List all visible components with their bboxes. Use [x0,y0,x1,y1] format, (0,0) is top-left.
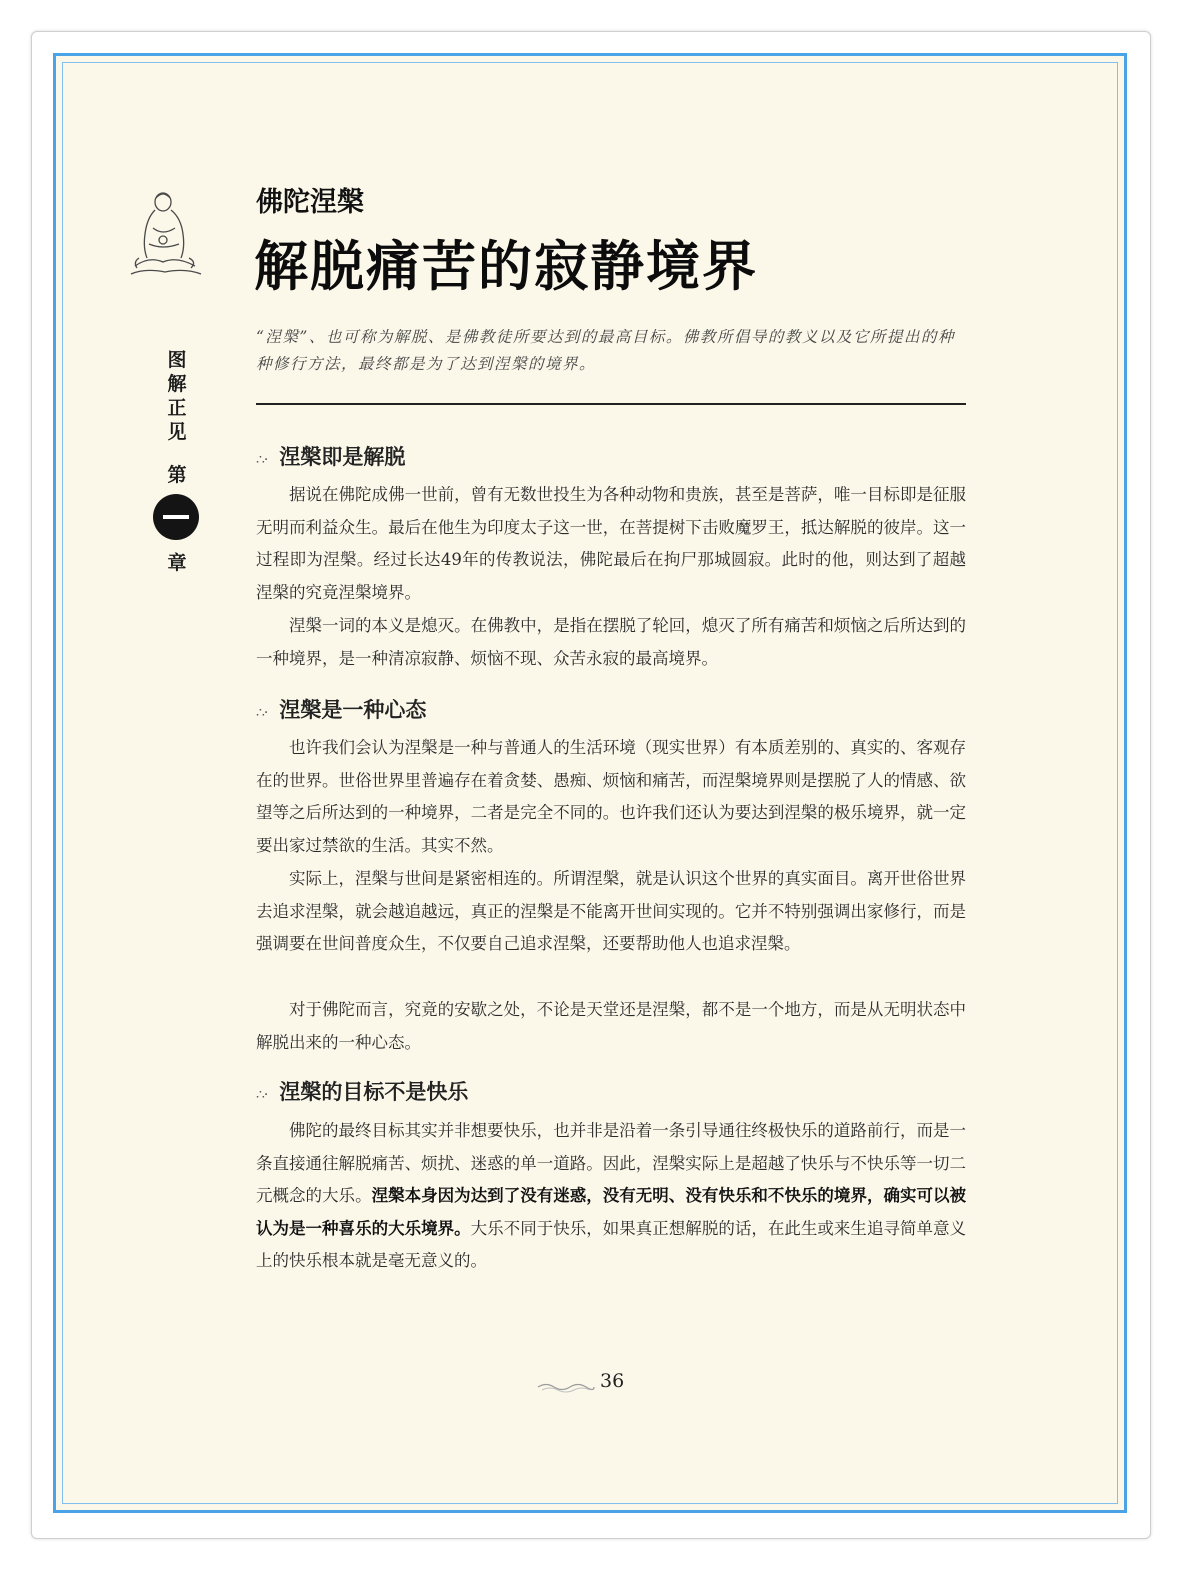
section-heading [256,441,405,471]
page-number: 36 [600,1370,625,1392]
intro-paragraph: “涅槃”、也可称为解脱、是佛教徒所要达到的最高目标。佛教所倡导的教义以及它所提出的种种修行方法，最终都是为了达到涅槃的境界。 [256,328,955,373]
section-ornament-icon: ∴· [256,705,268,721]
page-subtitle: 佛陀涅槃 [256,187,364,218]
page-ornament-icon [536,1381,596,1393]
section-heading-text: 涅槃即是解脱 [279,444,406,469]
chapter-number-badge [153,494,199,540]
section-heading-text: 涅槃是一种心态 [279,697,427,722]
page-title: 解脱痛苦的寂静境界 [254,234,758,298]
body-paragraph: 据说在佛陀成佛一世前，曾有无数世投生为各种动物和贵族，甚至是菩萨，唯一目标即是征服无明而利益众生。最后在他生为印度太子这一世，在菩提树下击败魔罗王，抵达解脱的彼岸。这一过程即为涅槃。经过长达49年的传教说法，佛陀最后在拘尸那城圆寂。此时的他，则达到了超越涅槃的究竟涅槃境界。 [256,485,966,602]
body-paragraph: 实际上，涅槃与世间是紧密相连的。所谓涅槃，就是认识这个世界的真实面目。离开世俗世界去追求涅槃，就会越追越远，真正的涅槃是不能离开世间实现的。它并不特别强调出家修行，而是强调要在世间普度众生，不仅要自己追求涅槃，还要帮助他人也追求涅槃。 [256,869,966,954]
section-heading [256,694,426,724]
buddha-figure-illustration [125,188,205,280]
body-paragraph: 也许我们会认为涅槃是一种与普通人的生活环境（现实世界）有本质差别的、真实的、客观存在的世界。世俗世界里普遍存在着贪婪、愚痴、烦恼和痛苦，而涅槃境界则是摆脱了人的情感、欲望等之后所达到的一种境界，二者是完全不同的。也许我们还认为要达到涅槃的极乐境界，就一定要出家过禁欲的生活。其实不然。 [256,738,966,855]
section-ornament-icon: ∴· [256,452,268,468]
side-book-title [162,348,192,444]
chapter-numeral-one [163,515,189,519]
paragraph-text: 佛陀的最终目标其实并非想要快乐，也并非是沿着一条引导通往终极快乐的道路前行，而是一条直接通往解脱痛苦、烦扰、迷惑的单一道路。因此，涅槃实际上是超越了快乐与不快乐等一切二元概念的大乐。 [256,1121,966,1206]
section-heading-text: 涅槃的目标不是快乐 [279,1079,469,1104]
body-paragraph: 涅槃一词的本义是熄灭。在佛教中，是指在摆脱了轮回，熄灭了所有痛苦和烦恼之后所达到的一种境界，是一种清凉寂静、烦恼不现、众苦永寂的最高境界。 [256,616,966,668]
side-title-char: 图 [167,349,187,371]
section-ornament-icon: ∴· [256,1087,268,1103]
section-heading [256,1076,468,1106]
divider-rule [256,403,966,405]
paragraph-text: 大乐不同于快乐，如果真正想解脱的话，在此生或来生追寻简单意义上的快乐根本就是毫无意义的。 [256,1218,967,1271]
body-paragraph: 对于佛陀而言，究竟的安歇之处，不论是天堂还是涅槃，都不是一个地方，而是从无明状态中解脱出来的一种心态。 [256,1000,966,1052]
side-title-char: 见 [167,421,187,443]
side-title-char: 解 [167,373,187,395]
side-chapter-suffix: 章 [167,552,187,574]
emphasized-text: 涅槃本身因为达到了没有迷惑，没有无明、没有快乐和不快乐的境界，确实可以被认为是一种喜乐的大乐境界。 [256,1186,967,1238]
body-paragraph [256,1115,966,1278]
side-chapter-prefix: 第 [167,464,187,486]
side-title-char: 正 [167,397,187,419]
